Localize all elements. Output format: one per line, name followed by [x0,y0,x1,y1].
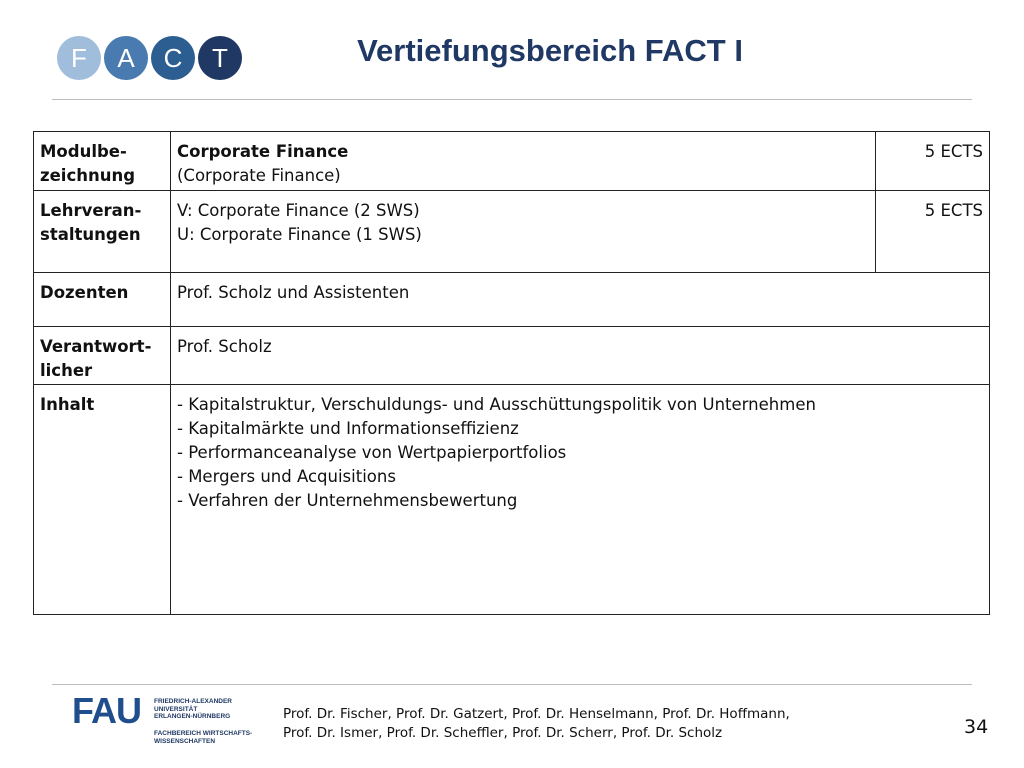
inhalt-cell [171,385,990,615]
authors-line: Prof. Dr. Fischer, Prof. Dr. Gatzert, Prof. Dr. Henselmann, Prof. Dr. Hoffmann, [283,706,790,722]
footer-divider [52,684,972,685]
header-divider [52,99,972,100]
dozenten-value: Prof. Scholz und Assistenten [171,273,990,327]
courses-cell [171,191,876,273]
logo-letter-f: F [57,36,101,80]
label-lehrveranstaltungen: Lehrveran- staltungen [34,191,171,273]
logo-letter-c: C [151,36,195,80]
footer-authors [283,705,790,743]
fau-university-name: FRIEDRICH-ALEXANDER UNIVERSITÄT ERLANGEN-NÜRNBERG [154,698,232,720]
inhalt-line: - Kapitalmärkte und Informationseffizienz [177,419,519,438]
module-table [33,131,990,615]
fau-logo [72,690,262,746]
module-name: Corporate Finance [177,142,349,161]
module-name-sub: (Corporate Finance) [177,166,341,185]
table-row [34,191,990,273]
module-name-cell [171,132,876,191]
inhalt-line: - Mergers und Acquisitions [177,467,396,486]
fau-department-name: FACHBEREICH WIRTSCHAFTS- WISSENSCHAFTEN [154,730,253,745]
ects-courses: 5 ECTS [876,191,990,273]
inhalt-line: - Performanceanalyse von Wertpapierportfolios [177,443,567,462]
inhalt-line: - Kapitalstruktur, Verschuldungs- und Ausschüttungspolitik von Unternehmen [177,395,816,414]
ects-module: 5 ECTS [876,132,990,191]
table-row [34,327,990,385]
label-verantwortlicher: Verantwort- licher [34,327,171,385]
label-modulbezeichnung: Modulbe- zeichnung [34,132,171,191]
fact-logo [57,36,242,80]
slide-title: Vertiefungsbereich FACT I [357,33,743,68]
fau-wordmark: FAU [72,690,141,731]
label-inhalt: Inhalt [34,385,171,615]
page-number: 34 [964,716,989,738]
verantwortlicher-value: Prof. Scholz [171,327,990,385]
authors-line: Prof. Dr. Ismer, Prof. Dr. Scheffler, Prof. Dr. Scherr, Prof. Dr. Scholz [283,725,723,741]
inhalt-line: - Verfahren der Unternehmensbewertung [177,491,518,510]
course-line: U: Corporate Finance (1 SWS) [177,225,422,244]
table-row [34,385,990,615]
logo-letter-t: T [198,36,242,80]
logo-letter-a: A [104,36,148,80]
course-line: V: Corporate Finance (2 SWS) [177,201,420,220]
label-dozenten: Dozenten [34,273,171,327]
table-row [34,273,990,327]
table-row [34,132,990,191]
